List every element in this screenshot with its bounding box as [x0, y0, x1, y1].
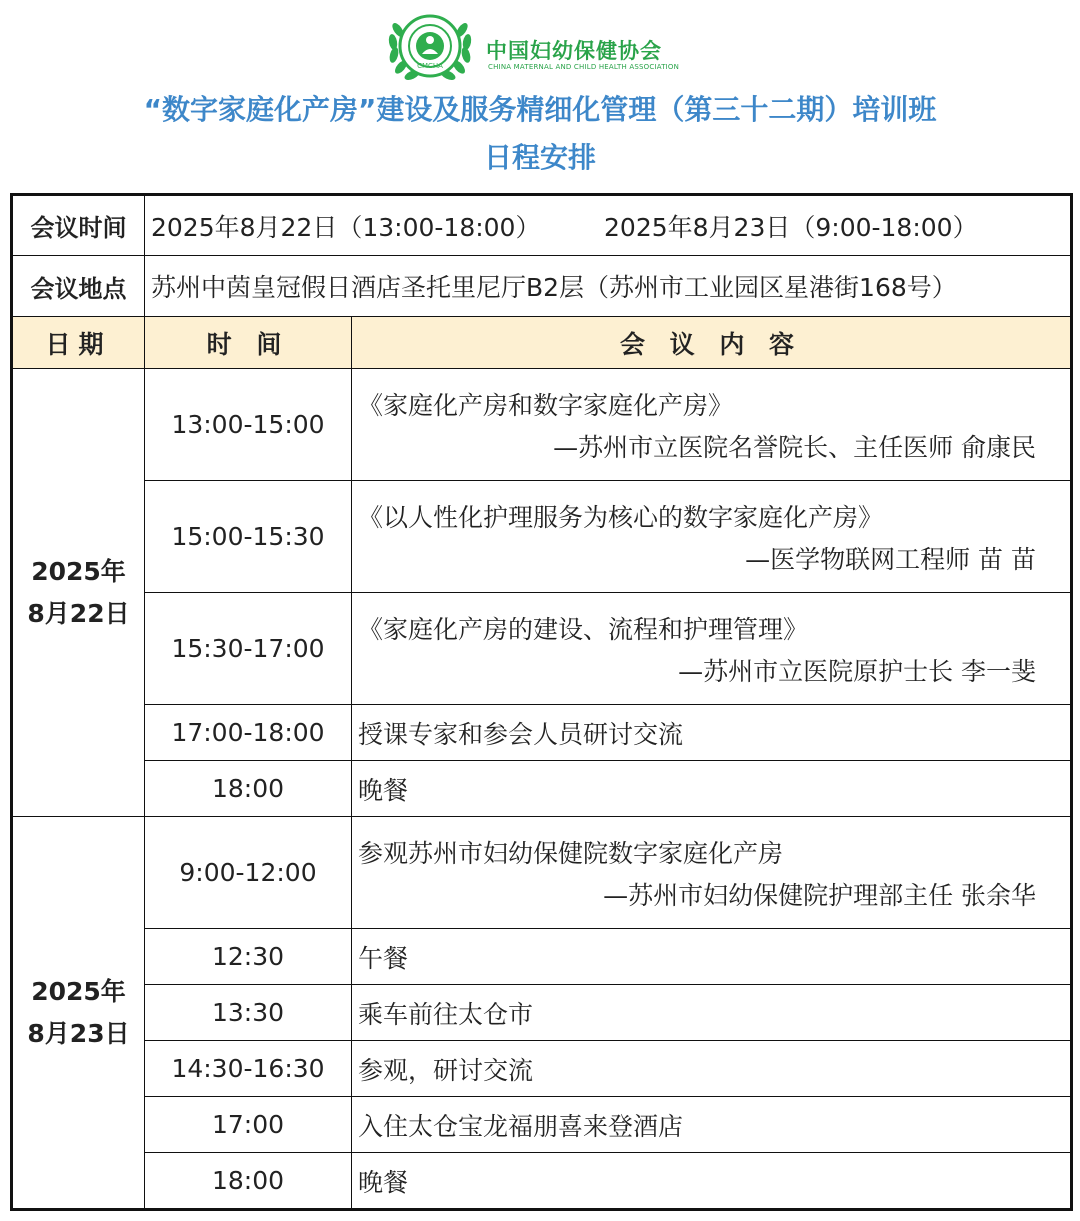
- session-time: 15:00-15:30: [145, 481, 352, 593]
- day1-date-year: 2025年: [31, 556, 126, 586]
- session-time: 9:00-12:00: [145, 817, 352, 929]
- session-speaker: —医学物联网工程师 苗 苗: [745, 544, 1037, 574]
- column-header-content: 会 议 内 容: [352, 317, 1072, 369]
- table-row: [12, 985, 1072, 1041]
- session-speaker: —苏州市立医院名誉院长、主任医师 俞康民: [553, 432, 1037, 462]
- table-row: [12, 1153, 1072, 1210]
- session-time: 18:00: [145, 761, 352, 817]
- session-content: 入住太仓宝龙福朋喜来登酒店: [352, 1097, 1072, 1153]
- session-time: 14:30-16:30: [145, 1041, 352, 1097]
- session-content: 午餐: [352, 929, 1072, 985]
- meeting-time-value: 2025年8月22日（13:00-18:00） 2025年8月23日（9:00-18:00）: [145, 195, 1072, 256]
- svg-text:CMCHA: CMCHA: [417, 62, 443, 70]
- page-subtitle: 日程安排: [483, 141, 596, 174]
- table-row: [12, 929, 1072, 985]
- logo-english-name: CHINA MATERNAL AND CHILD HEALTH ASSOCIATION: [488, 63, 680, 71]
- table-row: [12, 817, 1072, 929]
- table-row: [12, 1041, 1072, 1097]
- day2-date-year: 2025年: [31, 976, 126, 1006]
- session-content: [352, 817, 1072, 929]
- session-time: 17:00: [145, 1097, 352, 1153]
- session-topic: 《家庭化产房和数字家庭化产房》: [358, 390, 734, 420]
- day1-date-cell: [12, 369, 145, 817]
- page-title: “数字家庭化产房”建设及服务精细化管理（第三十二期）培训班: [143, 93, 937, 126]
- session-content: 参观，研讨交流: [352, 1041, 1072, 1097]
- session-topic: 参观苏州市妇幼保健院数字家庭化产房: [358, 838, 784, 868]
- session-content: 晚餐: [352, 761, 1072, 817]
- session-speaker: —苏州市立医院原护士长 李一斐: [678, 656, 1037, 686]
- meeting-place-label: 会议地点: [12, 256, 145, 317]
- session-time: 15:30-17:00: [145, 593, 352, 705]
- session-time: 13:30: [145, 985, 352, 1041]
- day1-date-monthday: 8月22日: [27, 598, 130, 628]
- session-content: [352, 369, 1072, 481]
- session-content: 乘车前往太仓市: [352, 985, 1072, 1041]
- column-header-date: 日期: [12, 317, 145, 369]
- day2-date-cell: [12, 817, 145, 1210]
- meeting-place-value: 苏州中茵皇冠假日酒店圣托里尼厅B2层（苏州市工业园区星港街168号）: [145, 256, 1072, 317]
- schedule-table: [10, 193, 1073, 1211]
- table-row: [12, 705, 1072, 761]
- session-content: 晚餐: [352, 1153, 1072, 1210]
- session-time: 17:00-18:00: [145, 705, 352, 761]
- table-row: [12, 761, 1072, 817]
- table-row: [12, 369, 1072, 481]
- session-content: [352, 481, 1072, 593]
- session-speaker: —苏州市妇幼保健院护理部主任 张余华: [603, 880, 1037, 910]
- table-row: [12, 593, 1072, 705]
- table-row: [12, 1097, 1072, 1153]
- meeting-time-row: [12, 195, 1072, 256]
- meeting-place-row: [12, 256, 1072, 317]
- column-header-time: 时 间: [145, 317, 352, 369]
- session-topic: 《家庭化产房的建设、流程和护理管理》: [358, 614, 809, 644]
- session-time: 12:30: [145, 929, 352, 985]
- meeting-time-label: 会议时间: [12, 195, 145, 256]
- logo-chinese-name: 中国妇幼保健协会: [486, 39, 662, 63]
- session-time: 18:00: [145, 1153, 352, 1210]
- day2-date-monthday: 8月23日: [27, 1018, 130, 1048]
- table-header-row: [12, 317, 1072, 369]
- association-logo: [384, 8, 694, 84]
- session-content: 授课专家和参会人员研讨交流: [352, 705, 1072, 761]
- session-time: 13:00-15:00: [145, 369, 352, 481]
- association-emblem-icon: [384, 8, 476, 84]
- session-topic: 《以人性化护理服务为核心的数字家庭化产房》: [358, 502, 884, 532]
- session-content: [352, 593, 1072, 705]
- table-row: [12, 481, 1072, 593]
